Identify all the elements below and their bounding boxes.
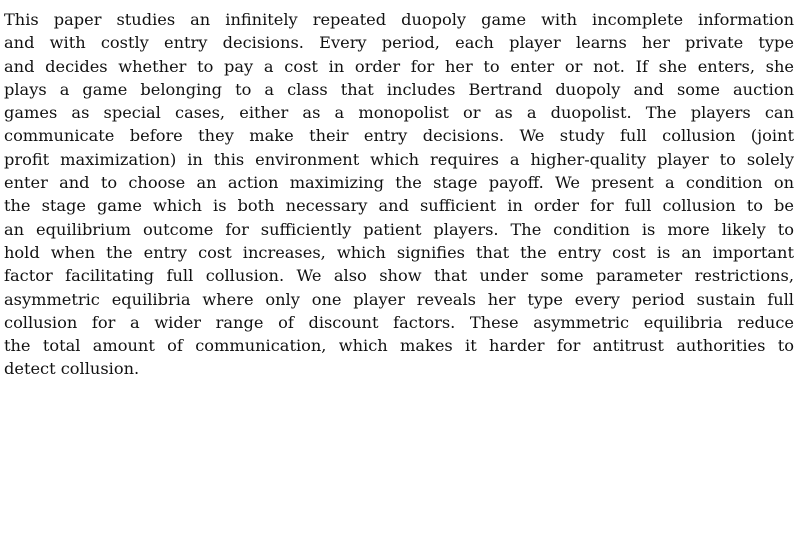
abstract-line: the stage game which is both necessary and sufficient in order for full collusion to be	[4, 196, 794, 216]
abstract-line: communicate before they make their entry decisions. We study full collusion (joint	[4, 126, 794, 146]
abstract-line: profit maximization) in this environment which requires a higher-quality player to solely	[4, 149, 794, 169]
abstract-line: an equilibrium outcome for sufficiently patient players. The condition is more likely to	[4, 219, 794, 239]
abstract-line: and with costly entry decisions. Every period, each player learns her private type	[4, 33, 794, 53]
abstract-line: the total amount of communication, which makes it harder for antitrust authorities to	[4, 336, 794, 356]
abstract-line: factor facilitating full collusion. We also show that under some parameter restrictions,	[4, 266, 794, 286]
abstract-line: enter and to choose an action maximizing the stage payoff. We present a condition on	[4, 173, 794, 193]
abstract-line: hold when the entry cost increases, which signifies that the entry cost is an important	[4, 242, 794, 262]
abstract-line: and decides whether to pay a cost in order for her to enter or not. If she enters, she	[4, 56, 794, 76]
abstract-paragraph	[4, 8, 794, 381]
abstract-line: detect collusion.	[4, 359, 140, 379]
abstract-line: collusion for a wider range of discount factors. These asymmetric equilibria reduce	[4, 312, 794, 332]
abstract-line: asymmetric equilibria where only one player reveals her type every period sustain full	[4, 289, 794, 309]
abstract-line: This paper studies an infinitely repeated duopoly game with incomplete information	[4, 10, 794, 29]
abstract-line: games as special cases, either as a monopolist or as a duopolist. The players can	[4, 103, 794, 123]
abstract-line: plays a game belonging to a class that includes Bertrand duopoly and some auction	[4, 79, 794, 99]
